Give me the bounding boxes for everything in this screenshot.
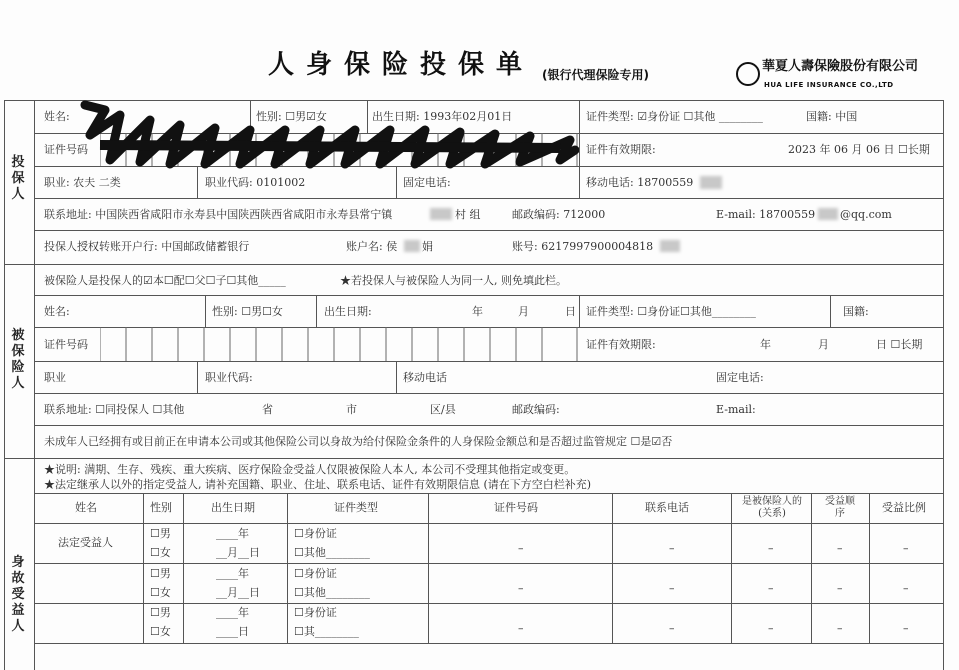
insured-district: 区/县: [430, 403, 456, 416]
col-header-relation: 是被保险人的 (关系): [742, 496, 802, 519]
beneficiary-row1-id1[interactable]: ☐身份证: [294, 527, 337, 540]
beneficiary-row1-name[interactable]: 法定受益人: [58, 536, 113, 549]
section-line: [4, 458, 943, 459]
applicant-account-name[interactable]: 账户名: 侯: [346, 240, 398, 253]
col-header-id-no: 证件号码: [494, 501, 538, 514]
beneficiary-row3-monthday[interactable]: ____日: [216, 625, 249, 638]
insured-birth-day: 日: [565, 305, 576, 318]
insured-birth-month: 月: [518, 305, 529, 318]
col-divider: [811, 493, 812, 643]
section-line: [4, 264, 943, 265]
col-divider: [143, 493, 144, 643]
insured-note: ★若投保人与被保险人为同一人, 则免填此栏。: [340, 274, 567, 287]
redaction-scribble: [80, 100, 580, 170]
beneficiary-row1-id2[interactable]: ☐其他________: [294, 546, 370, 559]
applicant-bank[interactable]: 投保人授权转账开户行: 中国邮政储蓄银行: [44, 240, 250, 253]
insured-province: 省: [262, 403, 273, 416]
applicant-email[interactable]: E-mail: 18700559: [716, 208, 816, 221]
beneficiary-row3-id1[interactable]: ☐身份证: [294, 606, 337, 619]
beneficiary-row2-dash-id: –: [518, 582, 524, 595]
frame-left: [4, 100, 5, 670]
insured-id-type[interactable]: 证件类型: ☐身份证☐其他________: [586, 305, 756, 318]
col-header-phone: 联系电话: [645, 501, 689, 514]
row-line: [34, 493, 943, 494]
insured-relation[interactable]: 被保险人是投保人的☑本☐配☐父☐子☐其他_____: [44, 274, 286, 287]
applicant-occ-code[interactable]: 职业代码: 0101002: [205, 176, 306, 189]
insured-id-label: 证件号码: [44, 338, 88, 351]
col-divider: [183, 493, 184, 643]
account-no-blur: [660, 240, 680, 252]
section-label-beneficiary: 身故受益人: [11, 555, 25, 634]
col-header-ratio: 受益比例: [882, 501, 926, 514]
beneficiary-row3-year[interactable]: ____年: [216, 606, 249, 619]
beneficiary-row1-male[interactable]: ☐男: [150, 527, 171, 540]
account-name-blur: [404, 240, 420, 252]
applicant-id-type[interactable]: 证件类型: ☑身份证 ☐其他 ________: [586, 110, 763, 123]
beneficiary-row2-dash-ratio: –: [903, 582, 909, 595]
row-line: [34, 295, 943, 296]
row-line: [34, 393, 943, 394]
insured-gender[interactable]: 性别: ☐男☐女: [212, 305, 283, 318]
row-line: [34, 230, 943, 231]
col-divider: [287, 493, 288, 643]
insured-postcode[interactable]: 邮政编码:: [512, 403, 560, 416]
cell-divider: [316, 295, 317, 327]
cell-divider: [830, 295, 831, 327]
beneficiary-row3-dash-order: –: [837, 622, 843, 635]
cell-divider: [579, 166, 580, 198]
insured-phone[interactable]: 固定电话:: [716, 371, 764, 384]
beneficiary-row1-dash-relation: –: [768, 542, 774, 555]
applicant-address[interactable]: 联系地址: 中国陕西省咸阳市永寿县中国陕西陕西省咸阳市永寿县常宁镇: [44, 208, 393, 221]
cell-divider: [197, 361, 198, 393]
col-divider: [612, 493, 613, 643]
email-blur: [818, 208, 838, 220]
redaction-svg: [80, 100, 580, 170]
row-line: [34, 523, 943, 524]
row-line: [34, 563, 943, 564]
insured-mobile[interactable]: 移动电话: [403, 371, 447, 384]
applicant-account-name-tail: 娟: [422, 240, 433, 253]
beneficiary-row3-male[interactable]: ☐男: [150, 606, 171, 619]
cell-divider: [205, 295, 206, 327]
cell-divider: [396, 166, 397, 198]
applicant-email-tail: @qq.com: [840, 208, 892, 221]
applicant-id-valid: 证件有效期限:: [586, 143, 656, 156]
beneficiary-row2-male[interactable]: ☐男: [150, 567, 171, 580]
insured-address[interactable]: 联系地址: ☐同投保人 ☐其他: [44, 403, 185, 416]
cell-divider: [197, 166, 198, 198]
row-line: [34, 361, 943, 362]
col-divider: [428, 493, 429, 643]
label-column-divider: [34, 100, 35, 670]
insured-city: 市: [346, 403, 357, 416]
applicant-occupation[interactable]: 职业: 农夫 二类: [44, 176, 121, 189]
insured-id-boxes-svg: [100, 327, 578, 361]
insured-id-valid-day[interactable]: 日 ☐长期: [876, 338, 923, 351]
beneficiary-row3-dash-id: –: [518, 622, 524, 635]
section-label-applicant: 投保人: [11, 155, 25, 202]
beneficiary-row2-dash-order: –: [837, 582, 843, 595]
applicant-postcode[interactable]: 邮政编码: 712000: [512, 208, 606, 221]
col-header-birth: 出生日期: [211, 501, 255, 514]
applicant-nationality[interactable]: 国籍: 中国: [806, 110, 858, 123]
cell-divider: [579, 295, 580, 327]
beneficiary-row3-dash-ratio: –: [903, 622, 909, 635]
beneficiary-row1-dash-phone: –: [669, 542, 675, 555]
insured-id-valid-year: 年: [760, 338, 771, 351]
insured-id-valid: 证件有效期限:: [586, 338, 656, 351]
beneficiary-row1-dash-order: –: [837, 542, 843, 555]
insured-minor-statement[interactable]: 未成年人已经拥有或目前正在申请本公司或其他保险公司以身故为给付保险金条件的人身保险金额总和是否超过监管规定 ☐是☑否: [44, 435, 673, 448]
row-line: [34, 643, 943, 644]
row-line: [34, 198, 943, 199]
beneficiary-note-2: ★法定继承人以外的指定受益人, 请补充国籍、职业、住址、联系电话、证件有效期限信息 (请在下方空白栏补充): [44, 478, 592, 491]
beneficiary-row3-female[interactable]: ☐女: [150, 625, 171, 638]
beneficiary-row3-id2[interactable]: ☐其________: [294, 625, 359, 638]
beneficiary-row3-dash-phone: –: [669, 622, 675, 635]
section-label-insured: 被保险人: [11, 328, 25, 391]
beneficiary-row1-dash-ratio: –: [903, 542, 909, 555]
insured-occupation[interactable]: 职业: [44, 371, 66, 384]
cell-divider: [579, 133, 580, 166]
beneficiary-row1-year[interactable]: ____年: [216, 527, 249, 540]
col-header-gender: 性别: [150, 501, 172, 514]
row-line: [34, 425, 943, 426]
insured-email[interactable]: E-mail:: [716, 403, 756, 416]
insured-nationality[interactable]: 国籍:: [843, 305, 869, 318]
insured-birth-year: 年: [472, 305, 483, 318]
mobile-blur: [700, 176, 722, 189]
beneficiary-row2-id1[interactable]: ☐身份证: [294, 567, 337, 580]
company-logo-icon: [736, 62, 760, 86]
applicant-name-label: 姓名:: [44, 110, 70, 123]
cell-divider: [396, 361, 397, 393]
insured-id-valid-month: 月: [818, 338, 829, 351]
beneficiary-row3-dash-relation: –: [768, 622, 774, 635]
applicant-phone[interactable]: 固定电话:: [403, 176, 451, 189]
frame-right: [943, 100, 944, 670]
beneficiary-row2-id2[interactable]: ☐其他________: [294, 586, 370, 599]
beneficiary-row2-monthday[interactable]: __月__日: [216, 586, 260, 599]
form-subtitle: (银行代理保险专用): [542, 68, 649, 82]
insured-id-boxes: [100, 327, 578, 361]
address-blur: [430, 208, 452, 220]
beneficiary-row1-dash-id: –: [518, 542, 524, 555]
insured-birth[interactable]: 出生日期:: [324, 305, 372, 318]
applicant-id-label: 证件号码: [44, 143, 88, 156]
beneficiary-row1-monthday[interactable]: __月__日: [216, 546, 260, 559]
beneficiary-row2-female[interactable]: ☐女: [150, 586, 171, 599]
applicant-mobile[interactable]: 移动电话: 18700559: [586, 176, 694, 189]
form-title: 人身保险投保单: [268, 50, 535, 80]
col-divider: [731, 493, 732, 643]
company-name-en: HUA LIFE INSURANCE CO.,LTD: [764, 81, 894, 89]
insured-occ-code[interactable]: 职业代码:: [205, 371, 253, 384]
applicant-id-valid-date[interactable]: 2023 年 06 月 06 日 ☐长期: [788, 143, 930, 156]
col-header-name: 姓名: [75, 501, 97, 514]
applicant-gender[interactable]: 性别: ☐男☑女: [256, 110, 327, 123]
beneficiary-row2-year[interactable]: ____年: [216, 567, 249, 580]
company-name-cn: 華夏人壽保險股份有限公司: [762, 59, 919, 74]
row-line: [34, 603, 943, 604]
applicant-birth[interactable]: 出生日期: 1993年02月01日: [372, 110, 513, 123]
beneficiary-row1-female[interactable]: ☐女: [150, 546, 171, 559]
beneficiary-row2-dash-phone: –: [669, 582, 675, 595]
col-divider: [869, 493, 870, 643]
col-header-order: 受益顺序: [825, 496, 855, 519]
applicant-address-tail: 村 组: [455, 208, 481, 221]
insured-name-label: 姓名:: [44, 305, 70, 318]
applicant-account-no[interactable]: 账号: 6217997900004818: [512, 240, 654, 253]
beneficiary-note-1: ★说明: 满期、生存、残疾、重大疾病、医疗保险金受益人仅限被保险人本人, 本公司不受理其他指定或变更。: [44, 463, 576, 476]
beneficiary-row2-dash-relation: –: [768, 582, 774, 595]
col-header-id-type: 证件类型: [334, 501, 378, 514]
